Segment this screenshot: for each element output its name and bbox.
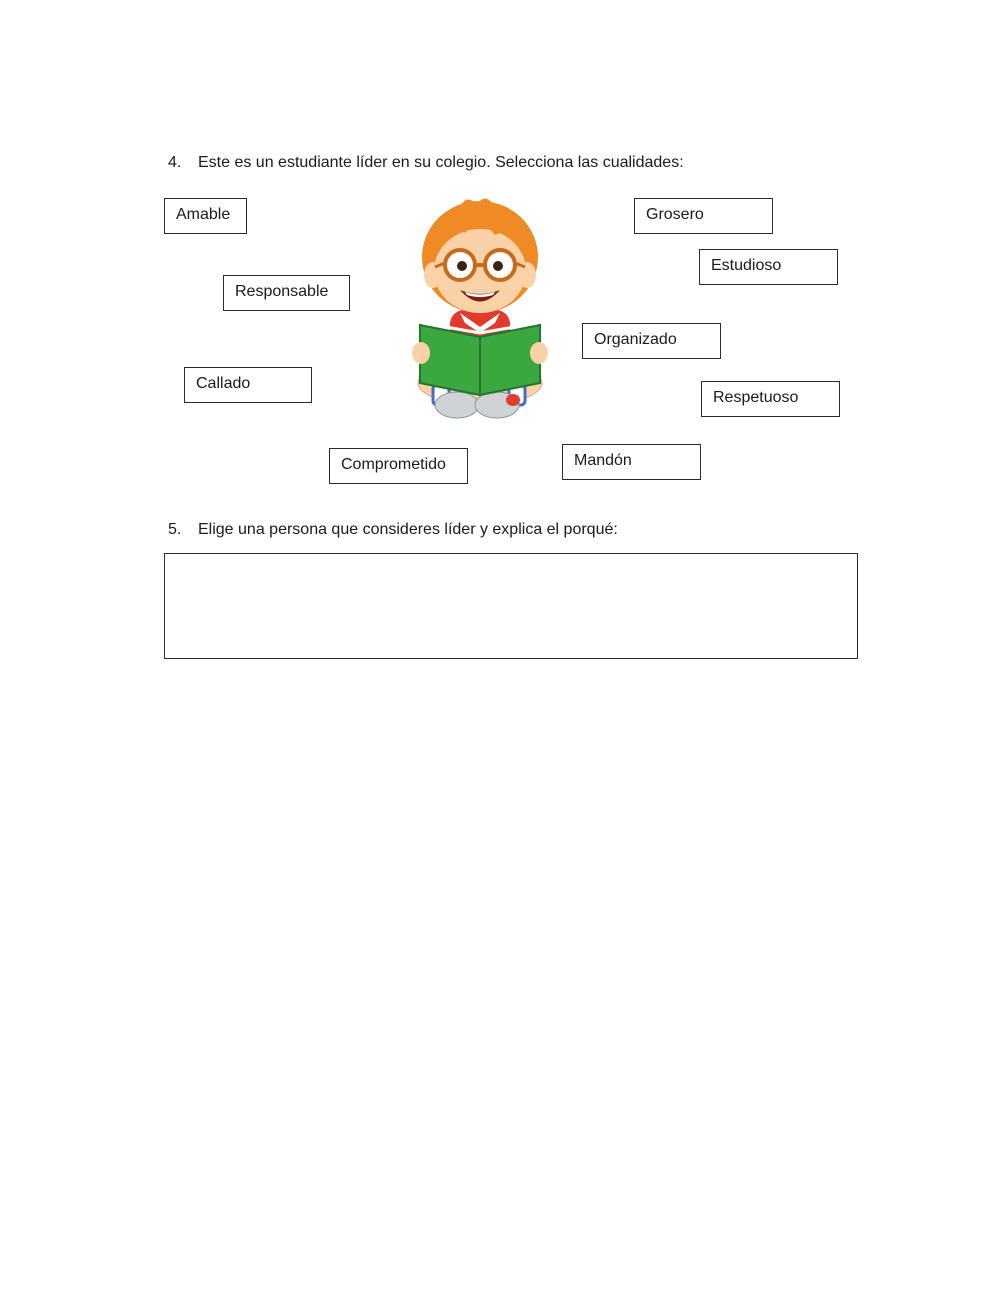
answer-text-box[interactable] [164,553,858,659]
question-5-number: 5. [168,521,182,538]
option-grosero[interactable]: Grosero [634,198,773,234]
student-reading-illustration [405,195,555,430]
question-5 [168,521,618,539]
question-4 [168,154,684,172]
question-4-number: 4. [168,154,182,171]
option-respetuoso[interactable]: Respetuoso [701,381,840,417]
option-callado[interactable]: Callado [184,367,312,403]
option-amable[interactable]: Amable [164,198,247,234]
option-responsable[interactable]: Responsable [223,275,350,311]
option-estudioso[interactable]: Estudioso [699,249,838,285]
question-4-text: Este es un estudiante líder en su colegio. Selecciona las cualidades: [198,154,684,171]
question-5-text: Elige una persona que consideres líder y explica el porqué: [198,521,618,538]
option-mandon[interactable]: Mandón [562,444,701,480]
option-comprometido[interactable]: Comprometido [329,448,468,484]
option-organizado[interactable]: Organizado [582,323,721,359]
